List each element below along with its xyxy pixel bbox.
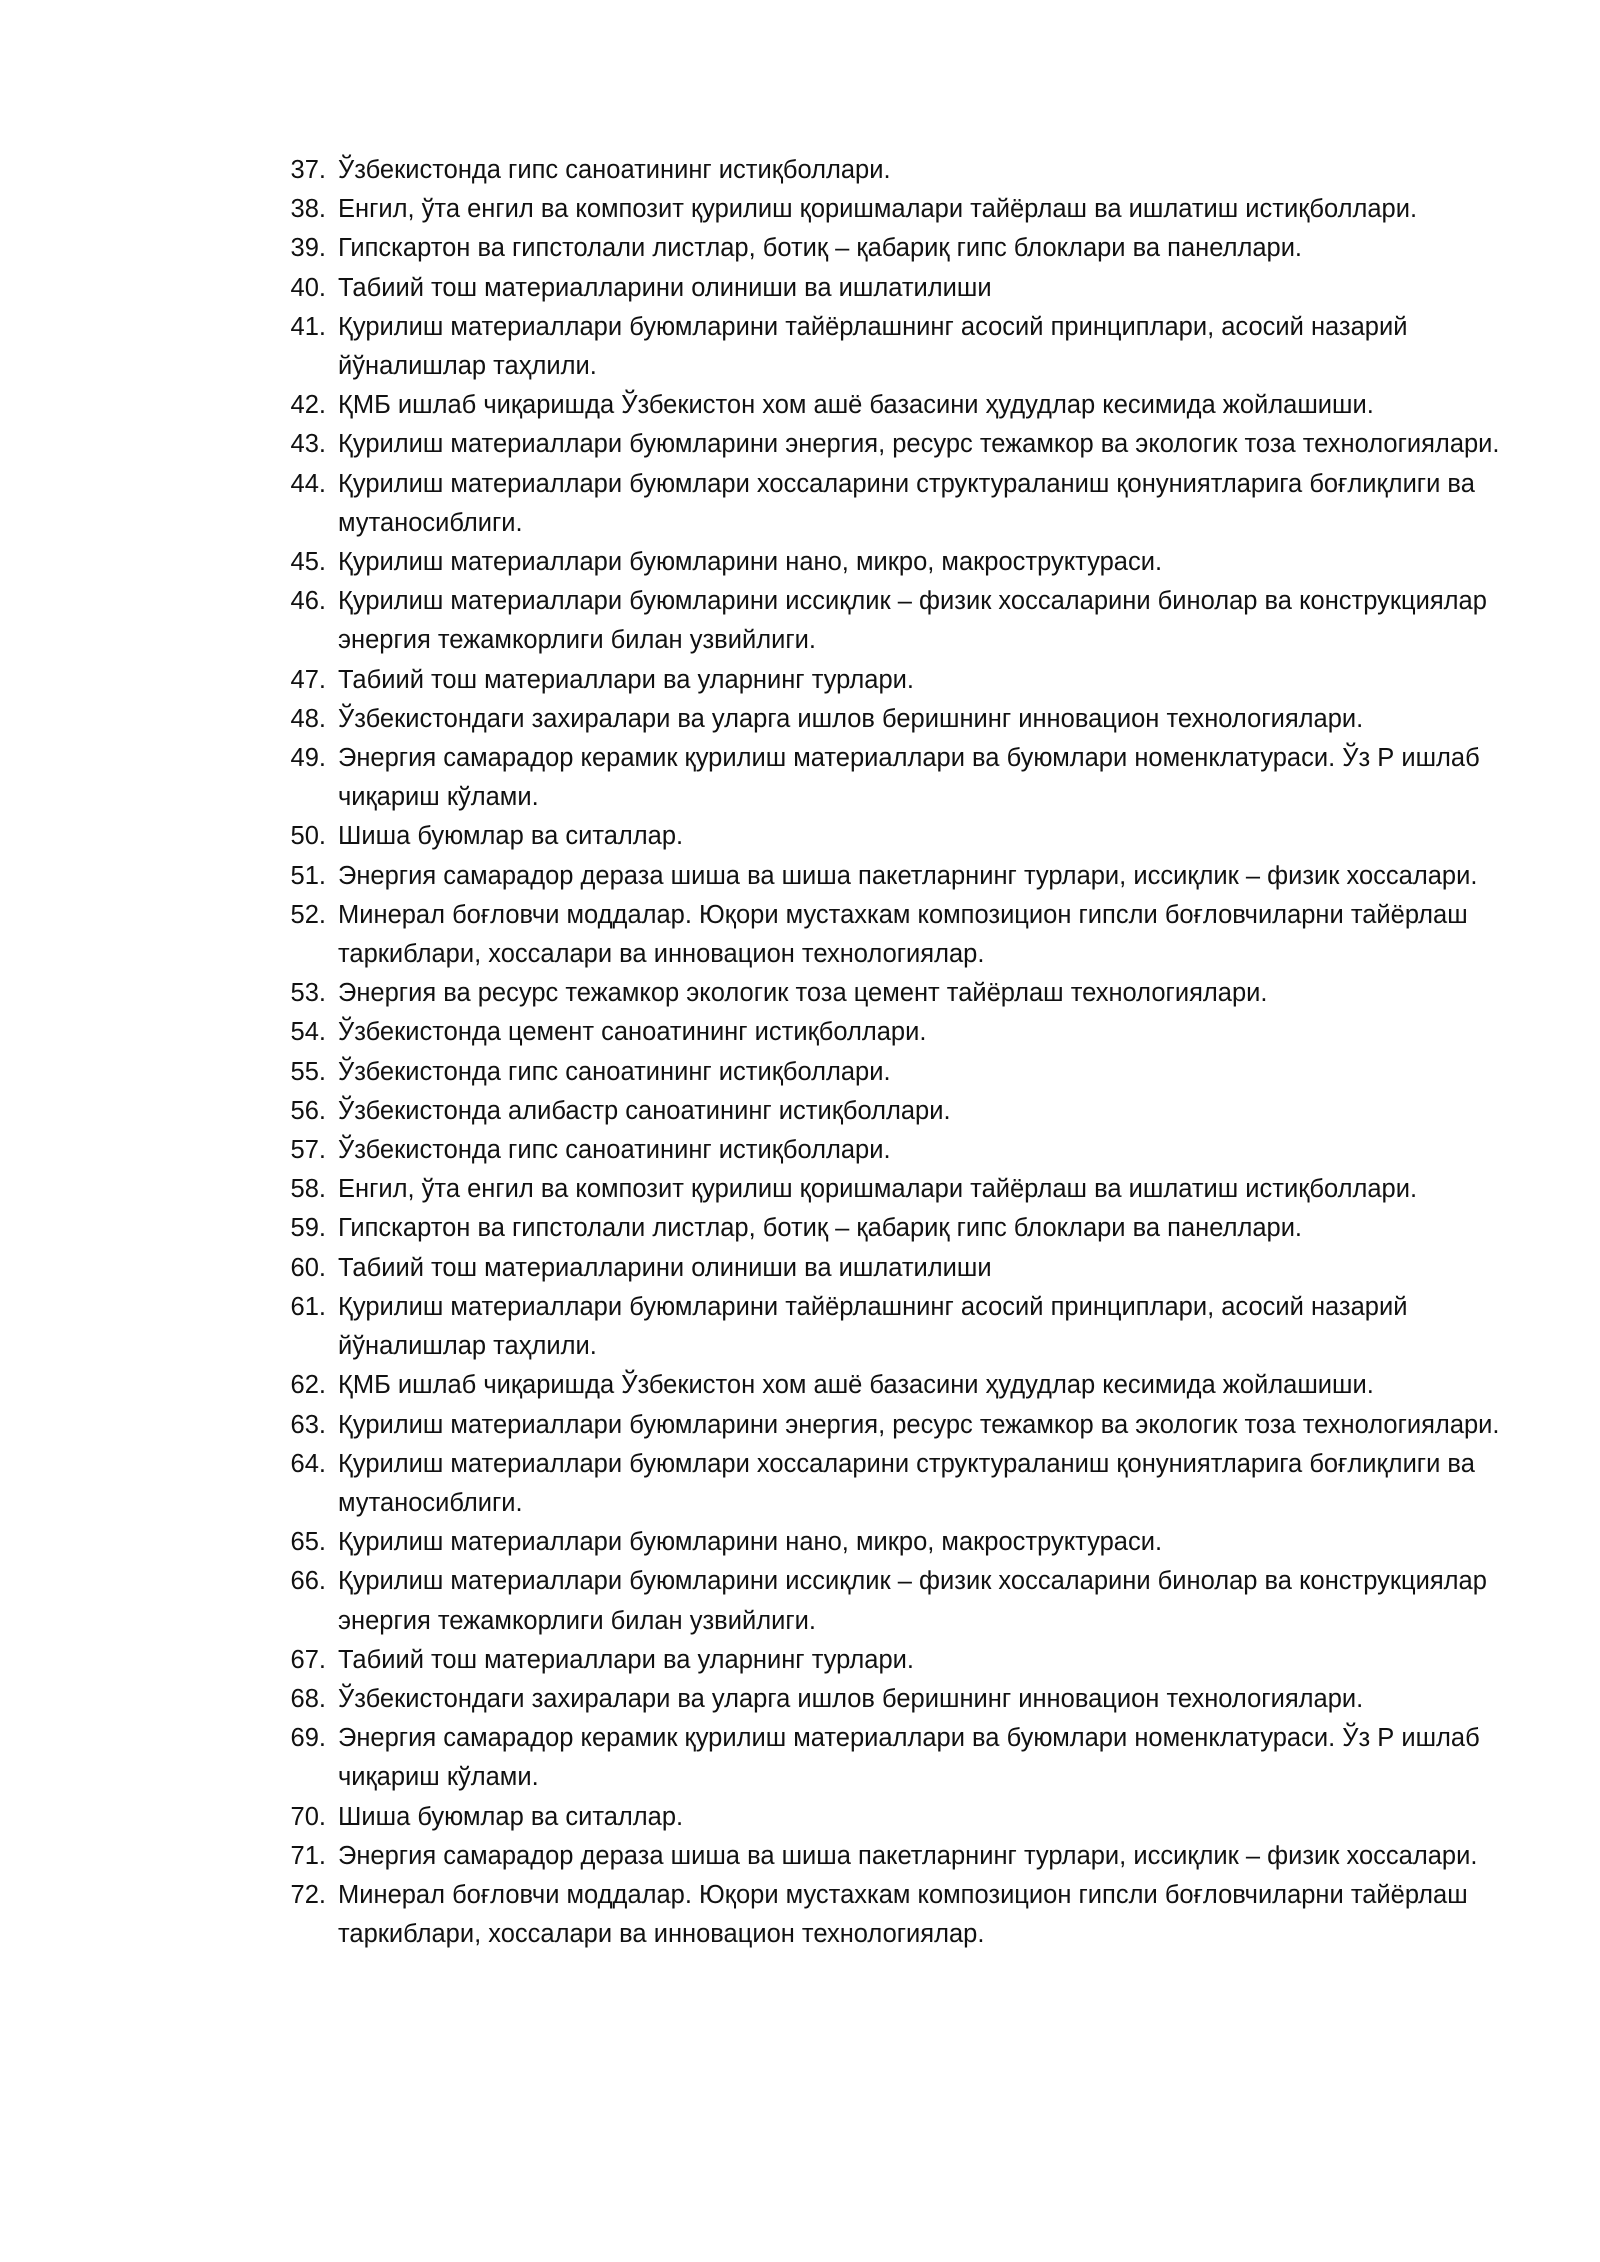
item-number: 38.	[290, 195, 326, 224]
list-item	[270, 269, 1510, 308]
item-text: Шиша буюмлар ва ситаллар.	[338, 822, 684, 851]
item-number: 45.	[290, 548, 326, 577]
item-number: 56.	[290, 1096, 326, 1125]
item-number: 59.	[290, 1214, 326, 1243]
item-number: 37.	[290, 156, 326, 184]
list-item	[270, 1641, 1510, 1680]
item-text: Ўзбекистондаги захиралари ва уларга ишлов беришнинг инновацион технологиялари.	[338, 704, 1364, 733]
item-number: 46.	[290, 587, 326, 616]
list-item	[270, 1209, 1510, 1248]
item-number: 65.	[290, 1528, 326, 1557]
list-item	[270, 700, 1510, 739]
item-text: Энергия самарадор керамик қурилиш материаллари ва буюмлари номенклатураси. Ўз Р ишлаб чиқариш кўлами.	[338, 744, 1480, 812]
item-text: Табиий тош материаллари ва уларнинг турлари.	[338, 1645, 915, 1674]
item-text: Енгил, ўта енгил ва композит қурилиш қоришмалари тайёрлаш ва ишлатиш истиқболлари.	[338, 195, 1418, 224]
list-item	[270, 739, 1510, 817]
item-text: Қурилиш материаллари буюмлари хоссаларини структураланиш қонуниятларига боғлиқлиги ва мутаносиблиги.	[338, 469, 1475, 537]
list-item	[270, 1523, 1510, 1562]
item-text: Енгил, ўта енгил ва композит қурилиш қоришмалари тайёрлаш ва ишлатиш истиқболлари.	[338, 1175, 1418, 1204]
item-number: 51.	[290, 861, 326, 890]
item-number: 55.	[290, 1057, 326, 1086]
list-item	[270, 1170, 1510, 1209]
item-number: 44.	[290, 469, 326, 498]
item-number: 68.	[290, 1684, 326, 1713]
item-text: Қурилиш материаллари буюмларини энергия, ресурс тежамкор ва экологик тоза технологиялари.	[338, 1410, 1500, 1439]
list-item	[270, 1013, 1510, 1052]
item-text: Табиий тош материалларини олиниши ва ишлатилиши	[338, 273, 992, 302]
item-text: Гипскартон ва гипстолали листлар, ботиқ – қабариқ гипс блоклари ва панеллари.	[338, 234, 1303, 263]
item-text: ҚМБ ишлаб чиқаришда Ўзбекистон хом ашё базасини ҳудудлар кесимида жойлашиши.	[338, 391, 1374, 420]
list-item	[270, 1719, 1510, 1797]
item-text: Ўзбекистонда цемент саноатининг истиқболлари.	[338, 1018, 927, 1047]
item-number: 42.	[290, 391, 326, 420]
list-item	[270, 190, 1510, 229]
item-text: Қурилиш материаллари буюмларини иссиқлик – физик хоссаларини бинолар ва конструкциялар энергия тежамкорлиги билан узвийлиги.	[338, 587, 1487, 655]
list-item	[270, 1445, 1510, 1523]
item-number: 57.	[290, 1136, 326, 1165]
list-item	[270, 543, 1510, 582]
item-number: 69.	[290, 1724, 326, 1753]
list-item	[270, 1092, 1510, 1131]
item-number: 40.	[290, 273, 326, 302]
item-number: 66.	[290, 1567, 326, 1596]
item-number: 39.	[290, 234, 326, 263]
item-number: 61.	[290, 1292, 326, 1321]
list-item	[270, 151, 1510, 190]
item-number: 50.	[290, 822, 326, 851]
item-text: Қурилиш материаллари буюмларини иссиқлик – физик хоссаларини бинолар ва конструкциялар энергия тежамкорлиги билан узвийлиги.	[338, 1567, 1487, 1635]
list-item	[270, 1680, 1510, 1719]
item-number: 58.	[290, 1175, 326, 1204]
item-number: 63.	[290, 1410, 326, 1439]
list-item	[270, 1249, 1510, 1288]
list-item	[270, 1288, 1510, 1366]
item-text: Минерал боғловчи моддалар. Юқори мустахкам композицион гипсли боғловчиларни тайёрлаш таркиблари, хоссалари ва инновацион технологиялар.	[338, 900, 1468, 969]
list-item	[270, 1876, 1510, 1954]
item-number: 70.	[290, 1802, 326, 1831]
item-number: 41.	[290, 312, 326, 341]
item-text: Ўзбекистондаги захиралари ва уларга ишлов беришнинг инновацион технологиялари.	[338, 1684, 1364, 1713]
item-text: Қурилиш материаллари буюмларини тайёрлашнинг асосий принциплари, асосий назарий йўналишлар таҳлили.	[338, 312, 1408, 381]
item-text: Энергия ва ресурс тежамкор экологик тоза цемент тайёрлаш технологиялари.	[338, 979, 1268, 1008]
list-item	[270, 582, 1510, 660]
item-text: Қурилиш материаллари буюмларини нано, микро, макроструктураси.	[338, 548, 1163, 577]
list-item	[270, 1131, 1510, 1170]
list-item	[270, 817, 1510, 856]
item-text: Ўзбекистонда гипс саноатининг истиқболлари.	[338, 1057, 891, 1086]
item-number: 48.	[290, 704, 326, 733]
list-item	[270, 308, 1510, 386]
item-text: Ўзбекистонда гипс саноатининг истиқболлари.	[338, 1136, 891, 1165]
item-text: Қурилиш материаллари буюмларини нано, микро, макроструктураси.	[338, 1528, 1163, 1557]
list-item	[270, 425, 1510, 464]
item-number: 64.	[290, 1449, 326, 1478]
item-text: Энергия самарадор дераза шиша ва шиша пакетларнинг турлари, иссиқлик – физик хоссалари.	[338, 1841, 1478, 1870]
item-text: Қурилиш материаллари буюмларини тайёрлашнинг асосий принциплари, асосий назарий йўналишлар таҳлили.	[338, 1292, 1408, 1361]
item-number: 52.	[290, 900, 326, 929]
item-text: Энергия самарадор дераза шиша ва шиша пакетларнинг турлари, иссиқлик – физик хоссалари.	[338, 861, 1478, 890]
item-number: 54.	[290, 1018, 326, 1047]
item-text: Минерал боғловчи моддалар. Юқори мустахкам композицион гипсли боғловчиларни тайёрлаш таркиблари, хоссалари ва инновацион технологиялар.	[338, 1880, 1468, 1949]
list-item	[270, 465, 1510, 543]
item-text: Шиша буюмлар ва ситаллар.	[338, 1802, 684, 1831]
item-text: Қурилиш материаллари буюмларини энергия, ресурс тежамкор ва экологик тоза технологиялари.	[338, 430, 1500, 459]
item-number: 43.	[290, 430, 326, 459]
list-item	[270, 974, 1510, 1013]
item-text: Ўзбекистонда гипс саноатининг истиқболлари.	[338, 156, 891, 184]
list-item	[270, 1053, 1510, 1092]
list-item	[270, 1798, 1510, 1837]
list-item	[270, 661, 1510, 700]
list-item	[270, 1406, 1510, 1445]
item-text: ҚМБ ишлаб чиқаришда Ўзбекистон хом ашё базасини ҳудудлар кесимида жойлашиши.	[338, 1371, 1374, 1400]
list-item	[270, 386, 1510, 425]
item-number: 60.	[290, 1253, 326, 1282]
list-item	[270, 896, 1510, 974]
item-number: 62.	[290, 1371, 326, 1400]
list-item	[270, 229, 1510, 268]
list-item	[270, 1837, 1510, 1876]
item-number: 53.	[290, 979, 326, 1008]
numbered-question-list	[270, 151, 1510, 1954]
item-number: 71.	[290, 1841, 326, 1870]
list-item	[270, 1562, 1510, 1640]
list-item	[270, 857, 1510, 896]
list-item	[270, 1366, 1510, 1405]
item-text: Табиий тош материаллари ва уларнинг турлари.	[338, 665, 915, 694]
item-number: 72.	[290, 1880, 326, 1909]
item-text: Гипскартон ва гипстолали листлар, ботиқ – қабариқ гипс блоклари ва панеллари.	[338, 1214, 1303, 1243]
item-text: Энергия самарадор керамик қурилиш материаллари ва буюмлари номенклатураси. Ўз Р ишлаб чиқариш кўлами.	[338, 1724, 1480, 1792]
item-text: Табиий тош материалларини олиниши ва ишлатилиши	[338, 1253, 992, 1282]
item-number: 67.	[290, 1645, 326, 1674]
item-text: Қурилиш материаллари буюмлари хоссаларини структураланиш қонуниятларига боғлиқлиги ва мутаносиблиги.	[338, 1449, 1475, 1517]
item-number: 49.	[290, 744, 326, 773]
item-text: Ўзбекистонда алибастр саноатининг истиқболлари.	[338, 1096, 951, 1125]
item-number: 47.	[290, 665, 326, 694]
